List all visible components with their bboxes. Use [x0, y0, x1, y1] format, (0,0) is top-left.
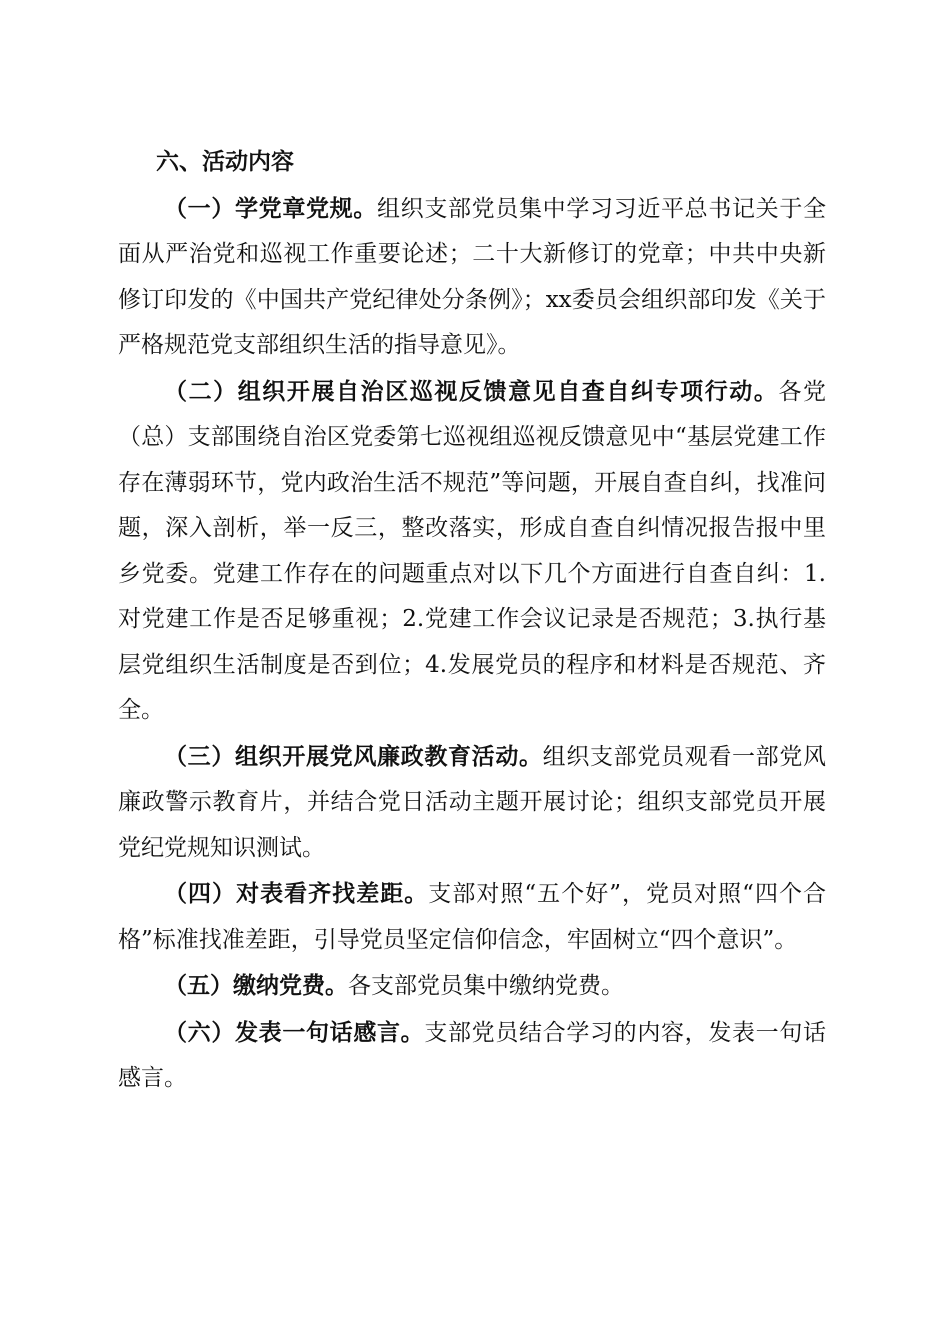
paragraph-6-lead: （六）发表一句话感言。	[164, 1018, 425, 1046]
paragraph-4-lead: （四）对表看齐找差距。	[164, 880, 429, 907]
paragraph-2	[118, 369, 826, 734]
paragraph-3	[118, 734, 826, 872]
paragraph-5	[118, 963, 826, 1010]
section-heading: 六、活动内容	[156, 149, 294, 175]
paragraph-5-lead: （五）缴纳党费。	[164, 972, 348, 999]
paragraph-2-lead: （二）组织开展自治区巡视反馈意见自查自纠专项行动。	[164, 377, 779, 405]
paragraph-4	[118, 871, 826, 963]
paragraph-3-lead: （三）组织开展党风廉政教育活动。	[164, 742, 543, 770]
paragraph-6	[118, 1010, 826, 1102]
paragraph-1-body: 组织支部党员集中学习习近平总书记关于全面从严治党和巡视工作重要论述；二十大新修订的党章；中共中央新修订印发的《中国共产党纪律处分条例》；xx委员会组织部印发《关于严格规范党支部组织生活的指导意见》。	[118, 195, 827, 358]
paragraph-3-body: 组织支部党员观看一部党风廉政警示教育片，并结合党日活动主题开展讨论；组织支部党员开展党纪党规知识测试。	[118, 743, 827, 861]
paragraph-5-body: 各支部党员集中缴纳党费。	[348, 973, 624, 999]
document-body	[118, 140, 826, 1102]
paragraph-1-lead: （一）学党章党规。	[164, 194, 377, 222]
paragraph-1	[118, 186, 826, 369]
paragraph-2-body: 各党（总）支部围绕自治区党委第七巡视组巡视反馈意见中“基层党建工作存在薄弱环节，党内政治生活不规范”等问题，开展自查自纠，找准问题，深入剖析，举一反三，整改落实，形成自查自纠情况报告报中里乡党委。党建工作存在的问题重点对以下几个方面进行自查自纠：1.对党建工作是否足够重视；2.党建工作会议记录是否规范；3.执行基层党组织生活制度是否到位；4.发展党员的程序和材料是否规范、齐全。	[118, 378, 827, 723]
paragraph-4-body: 支部对照“五个好”，党员对照“四个合格”标准找准差距，引导党员坚定信仰信念，牢固树立“四个意识”。	[118, 881, 827, 953]
paragraph-6-body: 支部党员结合学习的内容，发表一句话感言。	[118, 1019, 827, 1091]
